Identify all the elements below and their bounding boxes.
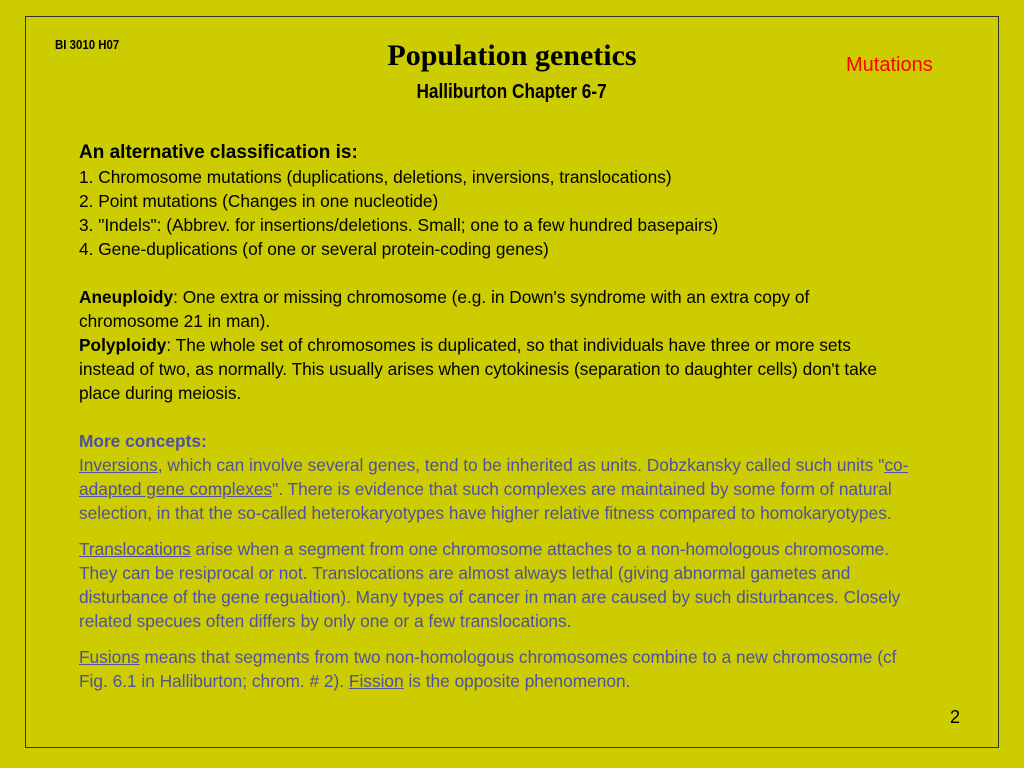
classification-item: 2. Point mutations (Changes in one nucleotide)	[79, 191, 439, 211]
aneuploidy-term: Aneuploidy	[79, 287, 174, 307]
fission-link[interactable]: Fission	[348, 671, 404, 691]
topic-tag: Mutations	[846, 54, 933, 76]
fusions-text: means that segments from two non-homologous chromosomes combine to a new chromosome (cf Fig. 6.1 in Halliburton; chrom. # 2).	[79, 647, 897, 691]
translocations-link[interactable]: Translocations	[79, 539, 191, 559]
inversions-link[interactable]: Inversions	[79, 455, 158, 475]
classification-heading: An alternative classification is:	[79, 142, 358, 163]
polyploidy-term: Polyploidy	[79, 335, 167, 355]
spacer	[79, 405, 909, 429]
course-code: BI 3010 H07	[55, 37, 120, 52]
spacer	[79, 525, 909, 537]
slide-body	[79, 141, 909, 693]
co-adapted-link[interactable]: co-adapted gene complexes	[79, 455, 909, 499]
translocations-text: arise when a segment from one chromosome attaches to a non-homologous chromosome. They can be resiprocal or not. Translocations are almost always lethal (giving abnormal gametes and disturbance of the gene regualtion). Many types of cancer in man are caused by such disturbances. Closely related specues often differs by only one or a few translocations.	[79, 539, 901, 631]
spacer	[79, 261, 909, 285]
classification-item: 4. Gene-duplications (of one or several protein-coding genes)	[79, 239, 549, 259]
classification-item: 3. "Indels": (Abbrev. for insertions/deletions. Small; one to a few hundred basepairs)	[79, 215, 719, 235]
spacer	[79, 633, 909, 645]
slide-subtitle	[0, 79, 1024, 105]
polyploidy-text: : The whole set of chromosomes is duplicated, so that individuals have three or more sets instead of two, as normally. This usually arises when cytokinesis (separation to daughter cells) don't take place during meiosis.	[79, 335, 877, 403]
classification-item: 1. Chromosome mutations (duplications, deletions, inversions, translocations)	[79, 167, 672, 187]
translocations-paragraph	[79, 537, 909, 633]
inversions-text-2: ". There is evidence that such complexes are maintained by some form of natural selection, in that the so-called heterokaryotypes have higher relative fitness compared to homokaryotypes.	[79, 479, 892, 523]
more-concepts-heading: More concepts:	[79, 431, 207, 451]
fusions-link[interactable]: Fusions	[79, 647, 140, 667]
fusions-paragraph	[79, 645, 909, 693]
aneuploidy-paragraph	[79, 285, 909, 333]
slide-title: Population genetics	[387, 39, 637, 72]
aneuploidy-text: : One extra or missing chromosome (e.g. in Down's syndrome with an extra copy of chromosome 21 in man).	[79, 287, 810, 331]
fission-text: is the opposite phenomenon.	[403, 671, 631, 691]
inversions-paragraph	[79, 453, 909, 525]
inversions-text: , which can involve several genes, tend to be inherited as units. Dobzkansky called such units "	[157, 455, 885, 475]
polyploidy-paragraph	[79, 333, 909, 405]
subtitle-text: Halliburton Chapter 6-7	[416, 81, 608, 103]
page-number: 2	[950, 707, 961, 727]
